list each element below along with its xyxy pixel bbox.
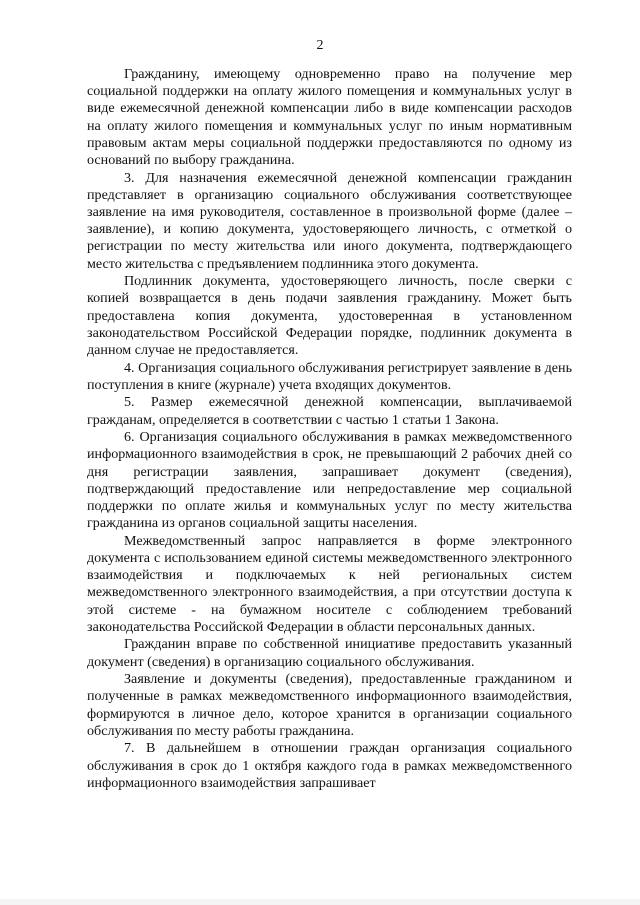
page-number: 2 <box>316 38 324 53</box>
page-bottom-edge <box>0 899 640 905</box>
paragraph-item-5: 5. Размер ежемесячной денежной компенсации, выплачиваемой гражданам, определяется в соответствии с частью 1 статьи 1 Закона. <box>87 394 572 428</box>
paragraph-item-3: 3. Для назначения ежемесячной денежной компенсации гражданин представляет в организацию социального обслуживания соответствующее заявление на имя руководителя, составленное в произвольной форме (далее – заявление), и копию документа, удостоверяющего личность, с отметкой о регистрации по месту жительства или иного документа, подтверждающего место жительства с предъявлением подлинника этого документа. <box>87 169 572 272</box>
paragraph-item-4: 4. Организация социального обслуживания регистрирует заявление в день поступления в книге (журнале) учета входящих документов. <box>87 359 572 393</box>
paragraph-item-6: 6. Организация социального обслуживания в рамках межведомственного информационного взаимодействия в срок, не превышающий 2 рабочих дней со дня регистрации заявления, запрашивает документ (сведения), подтверждающий предоставление или непредоставление мер социальной поддержки по оплате жилья и коммунальных услуг по месту жительства гражданина из органов социальной защиты населения. <box>87 429 572 532</box>
paragraph-personal-file: Заявление и документы (сведения), предоставленные гражданином и полученные в рамках межведомственного информационного взаимодействия, формируются в личное дело, которое хранится в организации социального обслуживания по месту работы гражданина. <box>87 671 572 739</box>
paragraph-item-7: 7. В дальнейшем в отношении граждан организация социального обслуживания в срок до 1 октября каждого года в рамках межведомственного информационного взаимодействия запрашивает <box>87 740 572 791</box>
paragraph-original-document: Подлинник документа, удостоверяющего личность, после сверки с копией возвращается в день подачи заявления гражданину. Может быть предоставлена копия документа, удостоверенная в установленном законодательством Российской Федерации порядке, подлинник документа в данном случае не предоставляется. <box>87 273 572 359</box>
document-body <box>87 66 572 792</box>
paragraph-interagency-request: Межведомственный запрос направляется в форме электронного документа с использованием единой системы межведомственного электронного взаимодействия и подключаемых к ней региональных систем межведомственного электронного взаимодействия, а при отсутствии доступа к этой системе - на бумажном носителе с соблюдением требований законодательства Российской Федерации в области персональных данных. <box>87 532 572 635</box>
paragraph-own-initiative: Гражданин вправе по собственной инициативе предоставить указанный документ (сведения) в организацию социального обслуживания. <box>87 636 572 670</box>
paragraph-compensation-choice: Гражданину, имеющему одновременно право на получение мер социальной поддержки на оплату жилого помещения и коммунальных услуг в виде ежемесячной денежной компенсации либо в виде компенсации расходов на оплату жилого помещения и коммунальных услуг по иным нормативным правовым актам меры социальной поддержки предоставляются по одному из оснований по выбору гражданина. <box>87 66 572 169</box>
